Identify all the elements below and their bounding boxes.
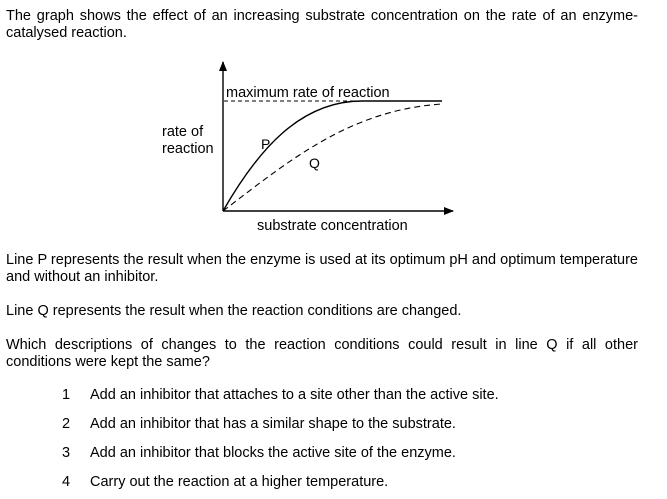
y-axis-label-line1: rate of [162,124,204,140]
option-text: Add an inhibitor that has a similar shape to the substrate. [90,416,456,432]
curve-p-label: P [261,136,271,152]
option-1 [62,386,499,404]
option-text: Add an inhibitor that attaches to a site other than the active site. [90,387,499,403]
option-3 [62,444,456,462]
curve-q-label: Q [309,155,320,171]
max-rate-label: maximum rate of reaction [226,85,390,101]
intro-text: The graph shows the effect of an increasing substrate concentration on the rate of an enzyme-catalysed reaction. [6,8,638,41]
option-text: Add an inhibitor that blocks the active site of the enzyme. [90,445,456,461]
option-number: 2 [62,416,71,432]
option-2 [62,415,456,433]
question-text: Which descriptions of changes to the reaction conditions could result in line Q if all other conditions were kept the same? [6,337,638,370]
curve-q [223,104,442,211]
curve-p [223,101,442,211]
option-number: 4 [62,474,71,490]
y-axis-label-line2: reaction [162,141,214,157]
option-4 [62,473,388,491]
option-number: 1 [62,387,71,403]
line-q-description: Line Q represents the result when the reaction conditions are changed. [6,303,462,319]
option-number: 3 [62,445,71,461]
option-text: Carry out the reaction at a higher temperature. [90,474,389,490]
line-p-description: Line P represents the result when the enzyme is used at its optimum pH and optimum temperature and without an inhibitor. [6,252,638,285]
x-axis-label: substrate concentration [257,218,408,234]
